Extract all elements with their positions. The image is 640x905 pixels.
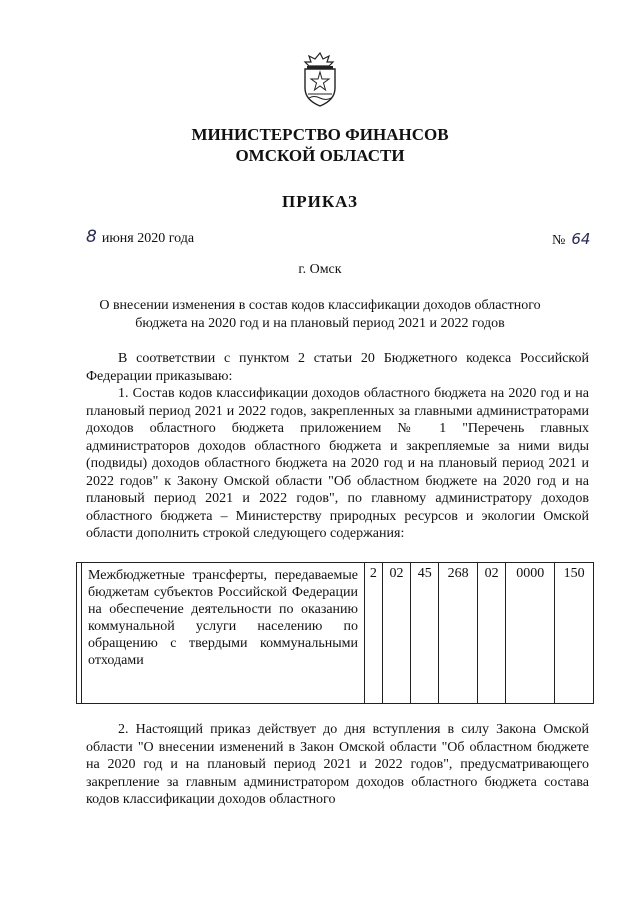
- order-number: [552, 230, 590, 249]
- document-type-title: ПРИКАЗ: [282, 192, 358, 211]
- code-cell-1: 2: [365, 563, 383, 704]
- item2-paragraph: [86, 721, 589, 809]
- table-row: [77, 563, 594, 704]
- intro-paragraph: [86, 350, 589, 385]
- number-label: №: [552, 233, 566, 248]
- code-cell-3: 45: [411, 563, 439, 704]
- order-date: [86, 227, 194, 247]
- revenue-code-table: [76, 562, 594, 704]
- city: г. Омск: [298, 262, 342, 277]
- ministry-name-line2: ОМСКОЙ ОБЛАСТИ: [235, 146, 405, 165]
- omsk-coat-of-arms-icon: [299, 52, 341, 108]
- code-cell-5: 02: [478, 563, 506, 704]
- order-subject: О внесении изменения в состав кодов классификации доходов областного бюджета на 2020 год и на плановый период 2021 и 2022 годов: [99, 298, 541, 331]
- intro-text: В соответствии с пунктом 2 статьи 20 Бюджетного кодекса Российской Федерации приказываю:: [86, 351, 589, 384]
- revenue-description-cell: Межбюджетные трансферты, передаваемые бюджетам субъектов Российской Федерации на обеспечение деятельности по оказанию коммунальной услуги населению по обращению с твердыми коммунальными отходами: [82, 563, 365, 704]
- item1-text: 1. Состав кодов классификации доходов областного бюджета на 2020 год и на плановый период 2021 и 2022 годов, закрепленных за главными администраторами доходов областного бюджета приложением № 1 "Перечень главных администраторов доходов областного бюджета и закрепляемые за ними виды (подвиды) доходов областного бюджета на 2020 год и на плановый период 2021 и 2022 годов" к Закону Омской области "Об областном бюджете на 2020 год и на плановый период 2021 и 2022 годов", по главному администратору доходов областного бюджета – Министерству природных ресурсов и экологии Омской области дополнить строкой следующего содержания:: [86, 386, 589, 541]
- code-cell-7: 150: [555, 563, 594, 704]
- ministry-name-line1: МИНИСТЕРСТВО ФИНАНСОВ: [191, 125, 449, 144]
- handwritten-number: 64: [571, 230, 591, 248]
- code-cell-4: 268: [439, 563, 478, 704]
- code-cell-2: 02: [382, 563, 410, 704]
- item1-paragraph: [86, 385, 589, 543]
- code-cell-6: 0000: [506, 563, 555, 704]
- handwritten-day: 8: [86, 227, 97, 247]
- item2-text: 2. Настоящий приказ действует до дня вступления в силу Закона Омской области "О внесении изменений в Закон Омской области "Об областном бюджете на 2020 год и на плановый период 2021 и 2022 годов", предусматривающего закрепление за главным администратором доходов областного бюджета состава кодов классификации доходов областного: [86, 722, 589, 807]
- date-month-year: июня 2020 года: [101, 231, 195, 246]
